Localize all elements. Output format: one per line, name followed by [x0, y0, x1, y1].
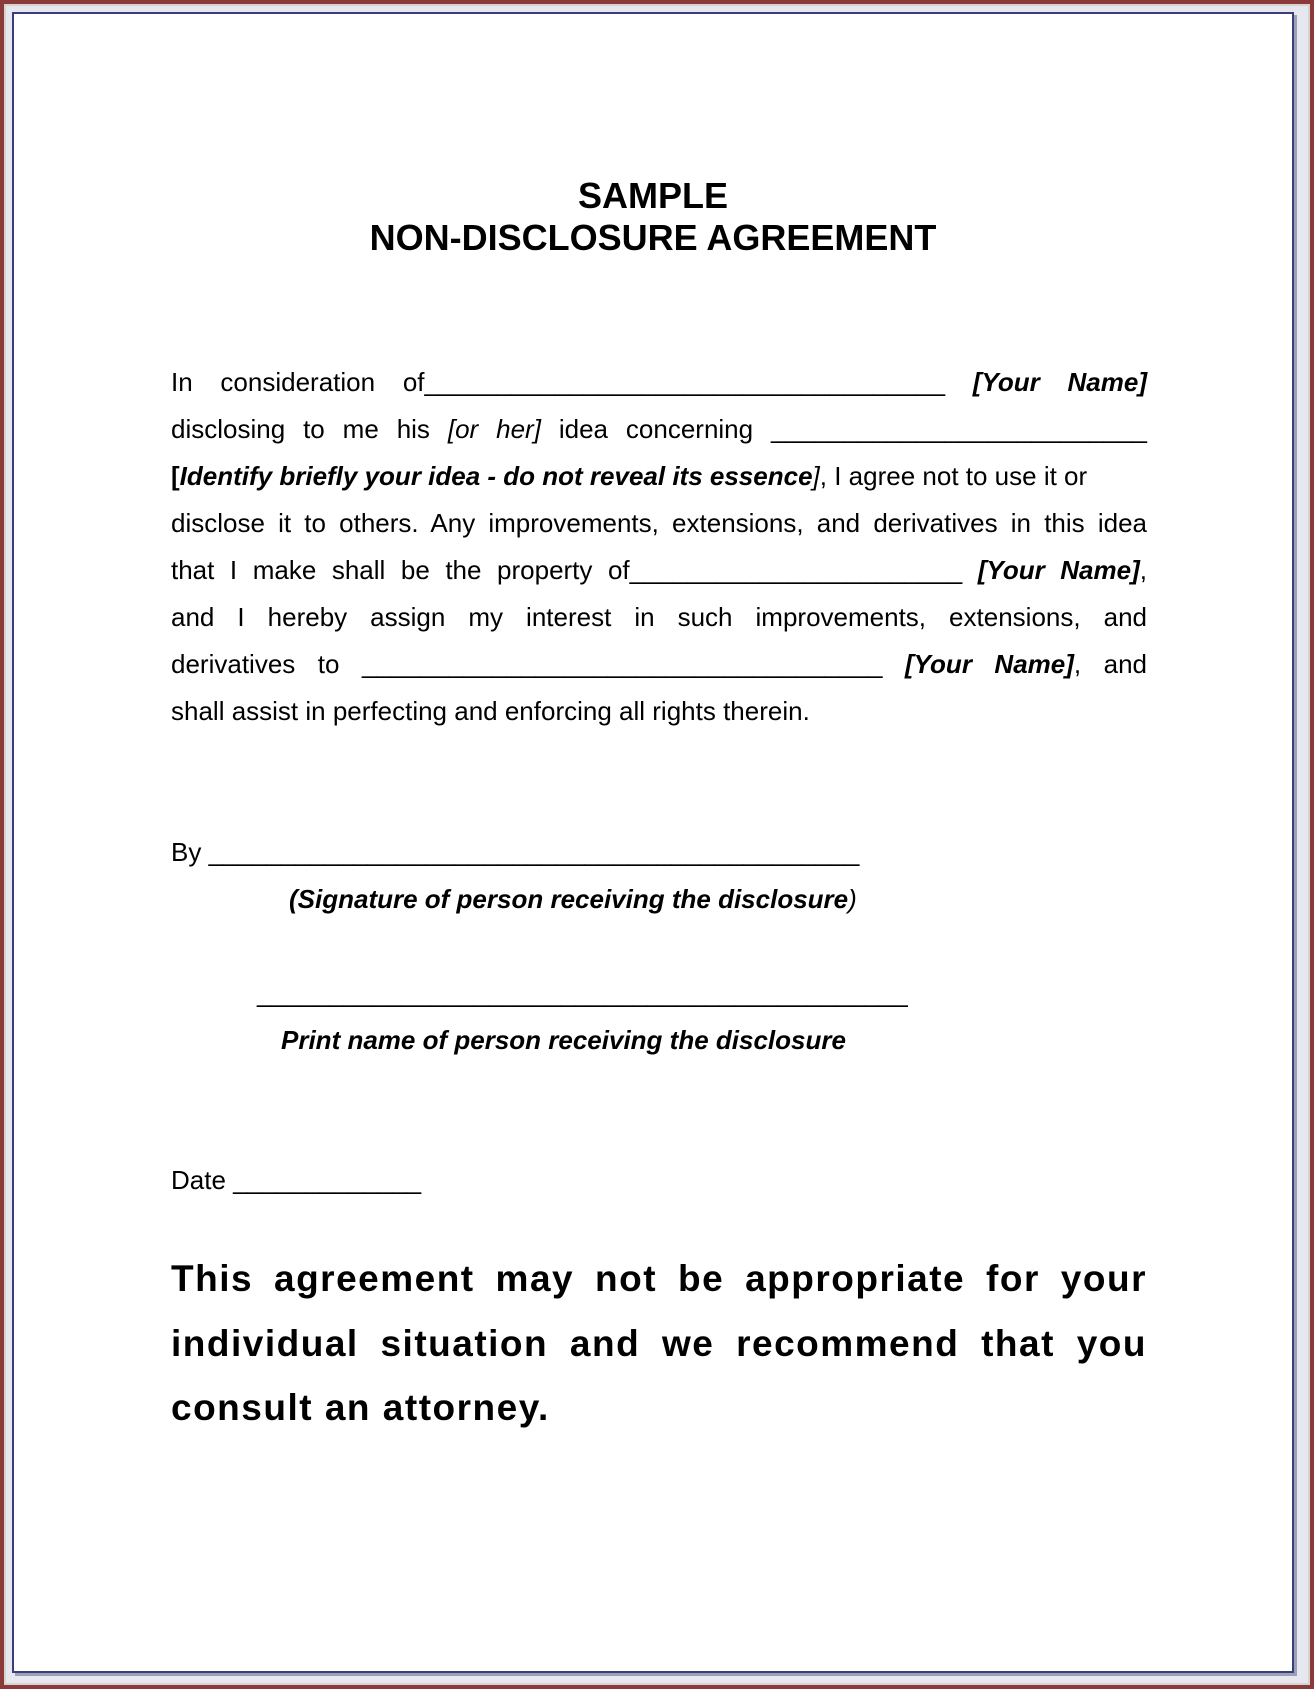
idea-blank: __________________________: [771, 414, 1147, 444]
name-blank: _______________________: [629, 555, 963, 585]
body-line-8: [171, 696, 1147, 726]
signature-caption-text: (Signature of person receiving the disclosure: [289, 884, 849, 914]
name-blank: ____________________________________: [424, 367, 946, 397]
bracket-open: [: [171, 461, 180, 491]
document-page: [12, 12, 1294, 1673]
your-name-placeholder: [Your Name]: [972, 367, 1147, 397]
date-blank: _____________: [233, 1165, 422, 1195]
body-line-3: [171, 461, 1147, 491]
name-blank: ____________________________________: [361, 649, 883, 679]
print-name-caption: Print name of person receiving the disclosure: [281, 1025, 846, 1055]
warning-line-3: consult an attorney.: [171, 1387, 550, 1428]
signature-blank: _____________________________________________: [208, 837, 860, 867]
body-line-6: [171, 602, 1147, 632]
caption-close: ): [848, 884, 857, 914]
by-label: By: [171, 837, 202, 867]
comma: ,: [1139, 555, 1147, 585]
body-text: derivatives to: [171, 649, 340, 679]
body-text: disclose it to others. Any improvements, extensions, and derivatives in this idea: [171, 508, 1147, 538]
date-line: [171, 1165, 421, 1195]
body-text: shall assist in perfecting and enforcing all rights therein.: [171, 696, 810, 726]
body-line-1: [171, 367, 1147, 397]
body-line-4: [171, 508, 1147, 538]
body-line-2: [171, 414, 1147, 444]
body-text: and I hereby assign my interest in such improvements, extensions, and: [171, 602, 1147, 632]
body-text: , and: [1073, 649, 1147, 679]
title-sample: SAMPLE: [577, 175, 728, 216]
body-text: , I agree not to use it or: [819, 461, 1088, 491]
idea-instruction: Identify briefly your idea - do not reveal its essence: [179, 461, 813, 491]
body-line-5: [171, 555, 1147, 585]
your-name-placeholder: [Your Name]: [977, 555, 1140, 585]
date-label: Date: [171, 1165, 226, 1195]
signature-caption: [289, 884, 857, 914]
print-name-blank: _____________________________________________: [257, 978, 908, 1008]
bracket-close: ]: [812, 461, 820, 491]
body-text: In consideration of: [171, 367, 425, 397]
body-text: idea concerning: [558, 414, 754, 444]
body-line-7: [171, 649, 1147, 679]
body-text: that I make shall be the property of: [171, 555, 630, 585]
warning-line-1: This agreement may not be appropriate for your: [171, 1258, 1147, 1299]
your-name-placeholder: [Your Name]: [905, 649, 1074, 679]
warning-line-2: individual situation and we recommend that you: [171, 1323, 1147, 1364]
title-agreement: NON-DISCLOSURE AGREEMENT: [369, 217, 937, 258]
gender-note: [or her]: [447, 414, 541, 444]
body-text: disclosing to me his: [171, 414, 430, 444]
signature-line: [171, 837, 859, 867]
